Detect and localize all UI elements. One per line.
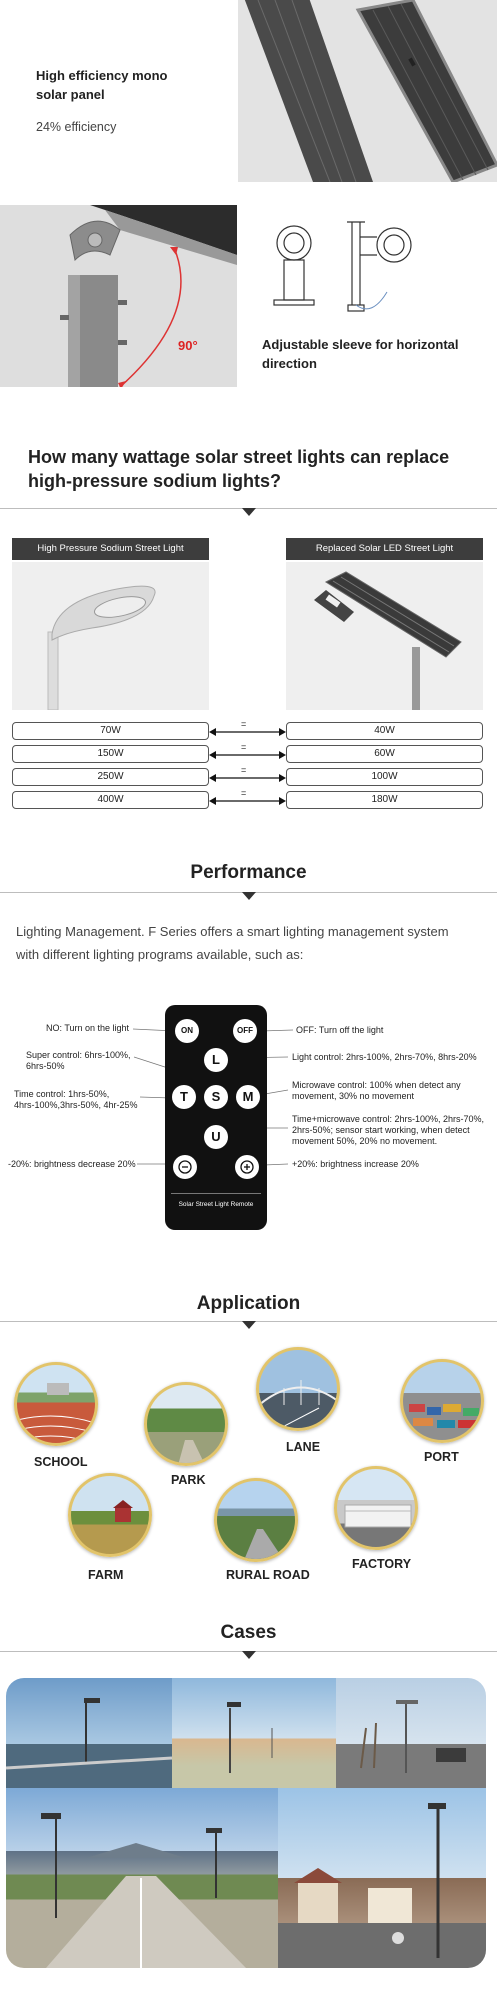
remote-off-button[interactable]: OFF <box>233 1019 257 1043</box>
case-photo <box>6 1678 172 1788</box>
sleeve-drawing <box>262 217 432 317</box>
farm-barn-icon <box>71 1476 152 1557</box>
factory-label: FACTORY <box>352 1557 412 1571</box>
solar-panel-title: High efficiency mono solar panel <box>36 68 168 102</box>
lane-image <box>256 1347 340 1431</box>
wattage-rows <box>0 719 497 812</box>
rural-road-icon <box>217 1481 298 1562</box>
factory-image <box>334 1466 418 1550</box>
led-wattage: 60W <box>286 745 483 763</box>
double-arrow-icon <box>209 773 286 783</box>
remote-l-button[interactable]: L <box>204 1048 228 1072</box>
town-street-lights-icon <box>278 1788 486 1968</box>
annotation-on: NO: Turn on the light <box>46 1023 130 1033</box>
annotation-super: Super control: 6hrs-100%, 6hrs-50% <box>26 1050 131 1071</box>
efficiency-text: 24% efficiency <box>36 120 117 134</box>
sodium-wattage: 150W <box>12 745 209 763</box>
rural-road-image <box>214 1478 298 1562</box>
divider-notch-icon <box>242 892 256 900</box>
left-header: High Pressure Sodium Street Light <box>12 538 209 560</box>
performance-title: Performance <box>190 862 307 883</box>
led-wattage: 100W <box>286 768 483 786</box>
annotation-microwave: Microwave control: 100% when detect any movement, 30% no movement <box>292 1080 461 1101</box>
sleeve-image <box>0 205 237 387</box>
equals-sign: = <box>241 788 247 798</box>
divider-notch-icon <box>242 508 256 516</box>
lane-label: LANE <box>286 1440 321 1454</box>
highway-street-lights-icon <box>6 1788 278 1968</box>
case-photo <box>336 1678 486 1788</box>
solar-led-street-light-icon <box>286 562 483 710</box>
led-light-image <box>286 562 483 710</box>
port-image <box>400 1359 484 1443</box>
solar-panel-section <box>0 0 497 185</box>
farm-label: FARM <box>88 1568 124 1582</box>
solar-panel-image <box>238 0 497 182</box>
school-label: SCHOOL <box>34 1455 88 1469</box>
case-photo <box>172 1678 336 1788</box>
annotation-minus: -20%: brightness decrease 20% <box>8 1159 136 1169</box>
led-wattage: 180W <box>286 791 483 809</box>
double-arrow-icon <box>209 750 286 760</box>
factory-building-icon <box>337 1469 418 1550</box>
sleeve-technical-drawing-icon <box>262 217 432 317</box>
sleeve-title: Adjustable sleeve for horizontal direction <box>262 337 459 371</box>
solar-panel-photo-icon <box>238 0 497 182</box>
brightness-decrease-icon <box>173 1155 197 1179</box>
street-light-photo-icon <box>172 1678 336 1788</box>
street-light-photo-icon <box>6 1678 172 1788</box>
sodium-light-image <box>12 562 209 710</box>
sodium-wattage: 400W <box>12 791 209 809</box>
farm-image <box>68 1473 152 1557</box>
annotation-light: Light control: 2hrs-100%, 2hrs-70%, 8hrs-20% <box>292 1052 477 1062</box>
divider-notch-icon <box>242 1321 256 1329</box>
sodium-wattage: 250W <box>12 768 209 786</box>
park-path-icon <box>147 1385 228 1466</box>
remote-u-button[interactable]: U <box>204 1125 228 1149</box>
port-label: PORT <box>424 1450 459 1464</box>
case-photo <box>6 1788 278 1968</box>
led-wattage: 40W <box>286 722 483 740</box>
remote-body <box>165 1005 267 1230</box>
remote-diagram <box>0 1000 497 1240</box>
annotation-time: Time control: 1hrs-50%, 4hrs-100%,3hrs-50%, 4hr-25% <box>14 1089 138 1110</box>
remote-plus-button[interactable] <box>235 1155 259 1179</box>
remote-minus-button[interactable] <box>173 1155 197 1179</box>
brightness-increase-icon <box>235 1155 259 1179</box>
school-image <box>14 1362 98 1446</box>
park-image <box>144 1382 228 1466</box>
equals-sign: = <box>241 719 247 729</box>
sleeve-bracket-photo-icon <box>0 205 237 387</box>
remote-label: Solar Street Light Remote <box>178 1201 254 1208</box>
sleeve-angle-label: 90° <box>178 338 198 353</box>
port-containers-icon <box>403 1362 484 1443</box>
remote-on-button[interactable]: ON <box>175 1019 199 1043</box>
remote-t-button[interactable]: T <box>172 1085 196 1109</box>
cases-title: Cases <box>220 1622 277 1643</box>
bridge-lane-icon <box>259 1350 340 1431</box>
sodium-street-light-icon <box>12 562 209 710</box>
divider-notch-icon <box>242 1651 256 1659</box>
remote-m-button[interactable]: M <box>236 1085 260 1109</box>
sleeve-section <box>0 205 497 390</box>
cases-collage <box>6 1678 486 1968</box>
remote-s-button[interactable]: S <box>204 1085 228 1109</box>
park-label: PARK <box>171 1473 206 1487</box>
annotation-off: OFF: Turn off the light <box>296 1025 384 1035</box>
running-track-icon <box>17 1365 98 1446</box>
annotation-plus: +20%: brightness increase 20% <box>292 1159 419 1169</box>
rural-road-label: RURAL ROAD <box>226 1568 310 1582</box>
performance-description: Lighting Management. F Series offers a smart lighting management system with different lighting programs available, such as: <box>16 924 449 962</box>
sodium-wattage: 70W <box>12 722 209 740</box>
street-light-photo-icon <box>336 1678 486 1788</box>
equals-sign: = <box>241 765 247 775</box>
equals-sign: = <box>241 742 247 752</box>
comparison-question: How many wattage solar street lights can replace high-pressure sodium lights? <box>28 447 450 491</box>
annotation-time-microwave: Time+microwave control: 2hrs-100%, 2hrs-70%, 2hrs-50%; sensor start working, when detect movement 50%, 20% no movement. <box>292 1114 484 1146</box>
application-title: Application <box>196 1293 301 1314</box>
double-arrow-icon <box>209 727 286 737</box>
right-header: Replaced Solar LED Street Light <box>286 538 483 560</box>
double-arrow-icon <box>209 796 286 806</box>
remote-divider <box>171 1193 261 1194</box>
case-photo <box>278 1788 486 1968</box>
